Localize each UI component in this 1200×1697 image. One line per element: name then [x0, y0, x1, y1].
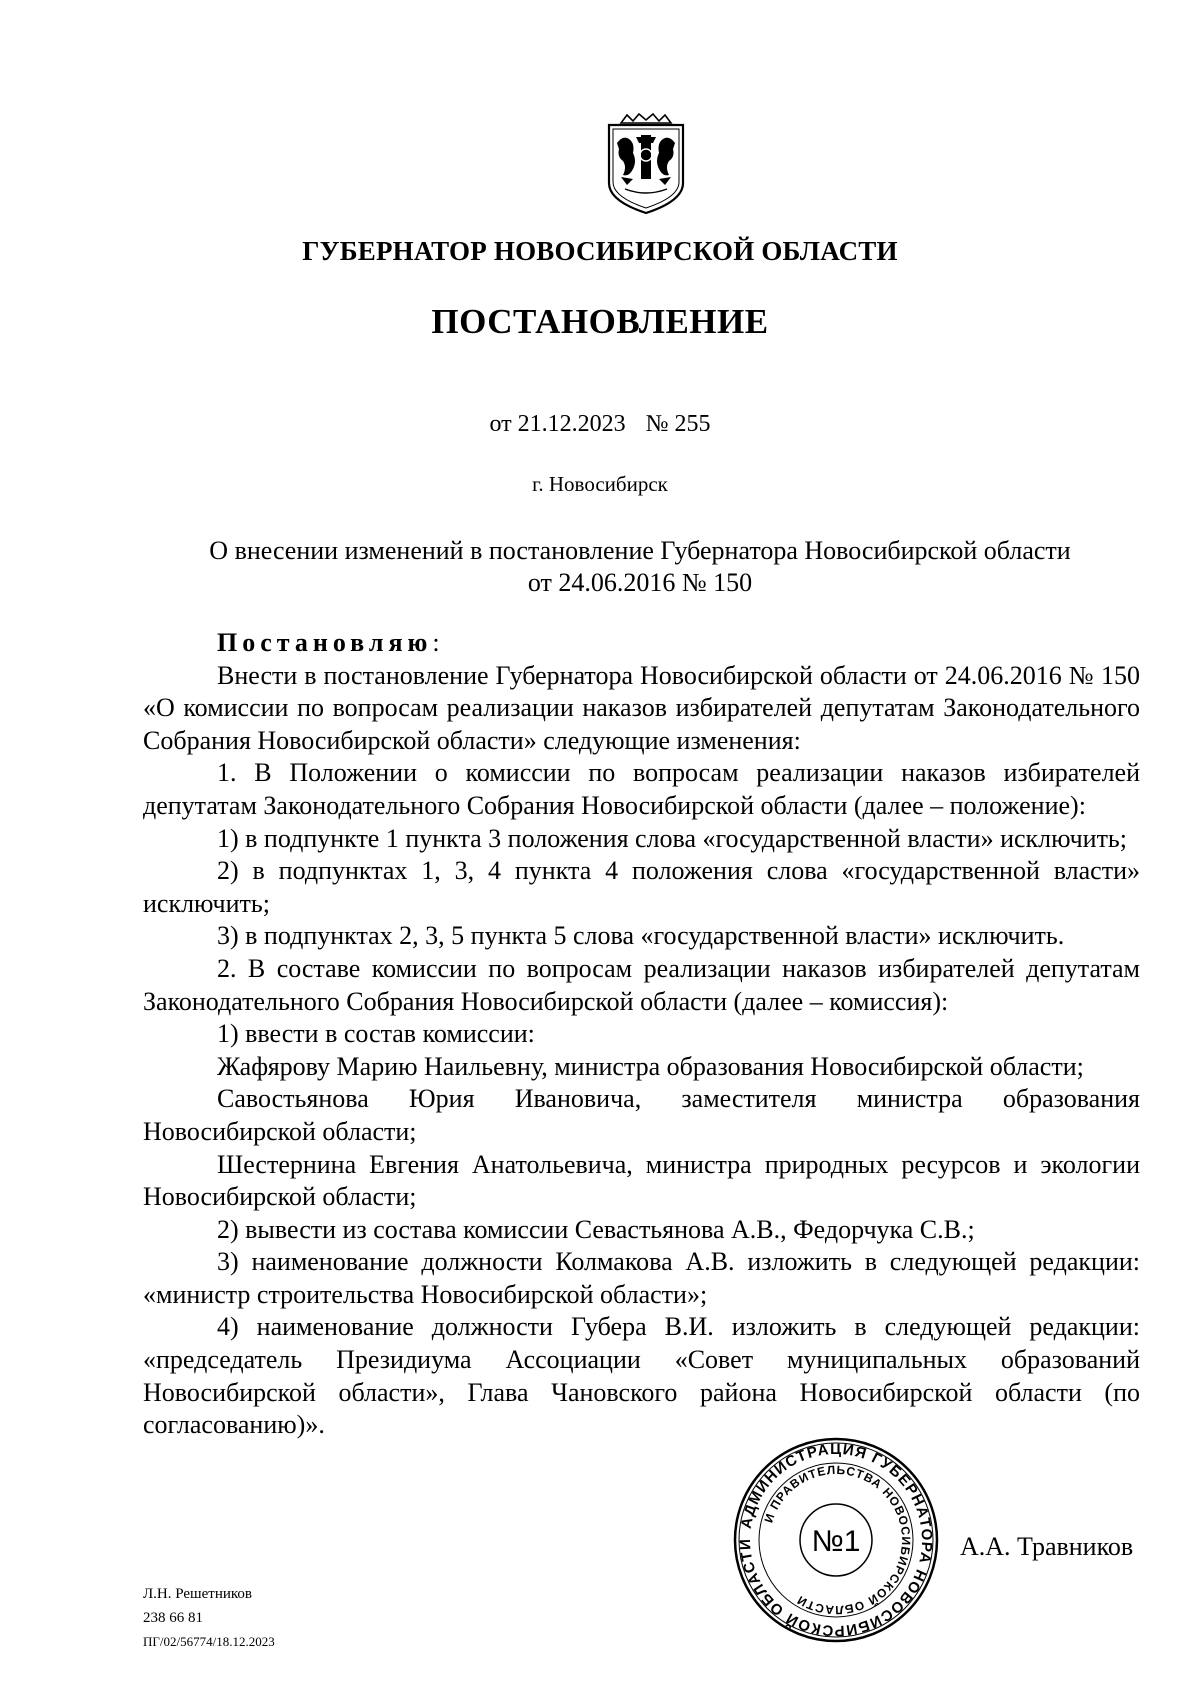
- registration-number: ПГ/02/56774/18.12.2023: [143, 1634, 275, 1649]
- paragraph: Шестернина Евгения Анатольевича, министра природных ресурсов и экологии Новосибирской области;: [143, 1149, 1140, 1212]
- date-prefix: от: [489, 411, 512, 437]
- organization-title: ГУБЕРНАТОР НОВОСИБИРСКОЙ ОБЛАСТИ: [302, 236, 898, 266]
- paragraph: 1. В Положении о комиссии по вопросам реализации наказов избирателей депутатам Законодательного Собрания Новосибирской области (далее – положение):: [143, 758, 1140, 820]
- city-line: г. Новосибирск: [532, 472, 668, 496]
- document-number: № 255: [645, 411, 711, 437]
- paragraph: Внести в постановление Губернатора Новосибирской области от 24.06.2016 № 150 «О комиссии по вопросам реализации наказов избирателей депутатам Законодательного Собрания Новосибирской области» следующие изменения:: [143, 660, 1140, 755]
- subject-line-1: О внесении изменений в постановление Губернатора Новосибирской области: [209, 536, 1071, 565]
- paragraph: 1) ввести в состав комиссии:: [217, 1019, 535, 1049]
- paragraph: 1) в подпункте 1 пункта 3 положения слова «государственной власти» исключить;: [217, 823, 1128, 853]
- paragraph: Жафярову Марию Наильевну, министра образования Новосибирской области;: [217, 1051, 1084, 1081]
- paragraph: Савостьянова Юрия Ивановича, заместителя министра образования Новосибирской области;: [143, 1084, 1140, 1146]
- paragraph: 4) наименование должности Губера В.И. изложить в следующей редакции: «председатель Президиума Ассоциации «Совет муниципальных образований Новосибирской области», Глава Чановского района Новосибирской области (по согласованию)».: [143, 1312, 1140, 1440]
- decree-colon: :: [432, 628, 440, 657]
- coat-of-arms-icon: [603, 113, 689, 217]
- executor-info: [143, 1582, 275, 1654]
- document-date-number: [0, 411, 1200, 438]
- official-stamp: [731, 1435, 941, 1645]
- paragraph: 2. В составе комиссии по вопросам реализации наказов избирателей депутатам Законодательного Собрания Новосибирской области (далее – комиссия):: [143, 953, 1140, 1016]
- signatory-name: А.А. Травников: [960, 1532, 1134, 1561]
- document-subject: [150, 535, 1130, 599]
- executor-name: Л.Н. Решетников: [143, 1586, 252, 1602]
- document-date: 21.12.2023: [517, 411, 626, 437]
- paragraph: 3) в подпунктах 2, 3, 5 пункта 5 слова «государственной власти» исключить.: [217, 921, 1065, 951]
- paragraph: 3) наименование должности Колмакова А.В. изложить в следующей редакции: «министр строительства Новосибирской области»;: [143, 1247, 1140, 1309]
- stamp-outer-text: АДМИНИСТРАЦИЯ ГУБЕРНАТОРА НОВОСИБИРСКОЙ ОБЛАСТИ: [736, 1440, 936, 1640]
- subject-line-2: от 24.06.2016 № 150: [527, 568, 753, 597]
- document-body: [143, 627, 1140, 1442]
- executor-phone: 238 66 81: [143, 1610, 203, 1626]
- stamp-number: №1: [811, 1525, 861, 1558]
- paragraph: 2) в подпунктах 1, 3, 4 пункта 4 положения слова «государственной власти» исключить;: [143, 856, 1140, 918]
- paragraph: 2) вывести из состава комиссии Севастьянова А.В., Федорчука С.В.;: [217, 1214, 975, 1244]
- decree-word-line: [143, 627, 1140, 660]
- decree-word: Постановляю: [217, 628, 433, 657]
- document-type-title: ПОСТАНОВЛЕНИЕ: [431, 302, 769, 341]
- stamp-inner-text: И ПРАВИТЕЛЬСТВА НОВОСИБИРСКОЙ ОБЛАСТИ: [761, 1462, 914, 1618]
